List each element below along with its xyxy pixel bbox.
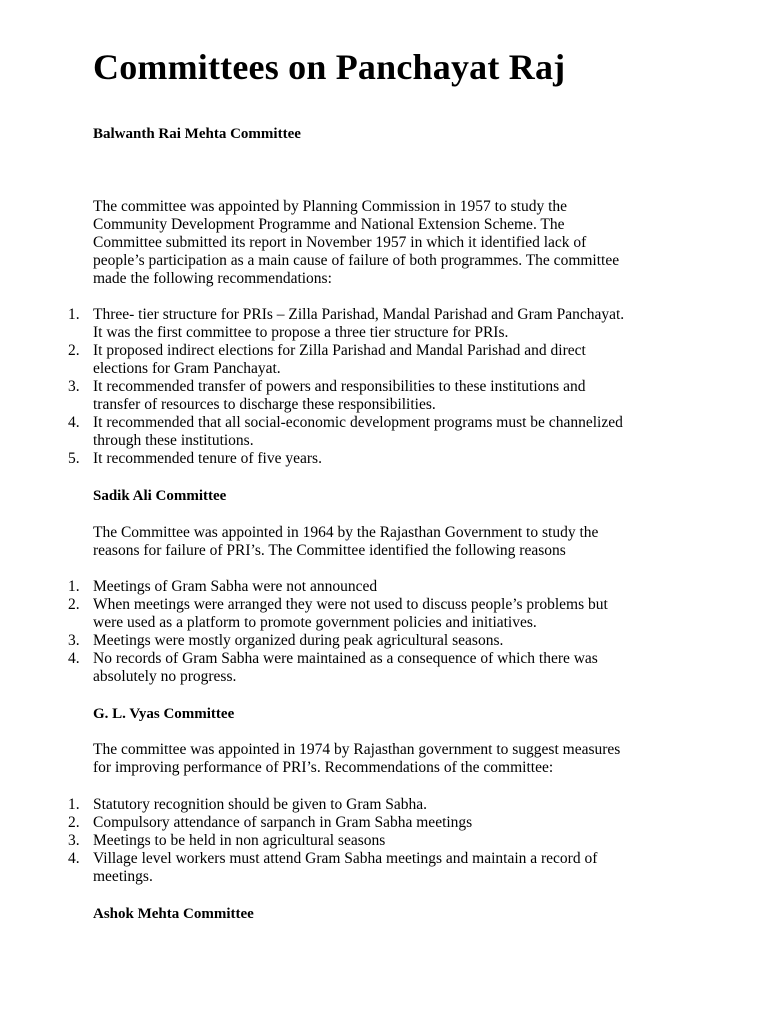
intro-line: The committee was appointed in 1974 by Rajasthan government to suggest measures [93,741,621,758]
intro-line: reasons for failure of PRI’s. The Committee identified the following reasons [93,542,566,559]
list-item [0,832,597,850]
list-item-number: 1. [68,796,80,813]
section-intro-balwanth-rai-mehta [93,198,693,288]
intro-line: for improving performance of PRI’s. Recommendations of the committee: [93,759,554,776]
list-item [0,850,597,886]
list-item [0,814,597,832]
recommendations-list-gl-vyas [0,796,597,886]
list-item-text: meetings. [93,868,153,885]
list-item-text: Meetings to be held in non agricultural seasons [93,832,386,849]
page-title: Committees on Panchayat Raj [93,47,566,87]
intro-line: people’s participation as a main cause of failure of both programmes. The committee [93,252,620,269]
list-item [0,578,608,596]
list-item-text: Meetings were mostly organized during peak agricultural seasons. [93,632,504,649]
list-item-text: absolutely no progress. [93,668,237,685]
list-item-text: Compulsory attendance of sarpanch in Gram Sabha meetings [93,814,473,831]
list-item-text: were used as a platform to promote government policies and initiatives. [93,614,537,631]
section-intro-gl-vyas [93,741,693,777]
section-heading-balwanth-rai-mehta: Balwanth Rai Mehta Committee [93,126,301,142]
section-heading-sadik-ali: Sadik Ali Committee [93,488,227,504]
section-intro-sadik-ali [93,524,693,560]
list-item [0,378,624,414]
list-item-number: 3. [68,378,80,395]
list-item-number: 2. [68,342,80,359]
list-item-text: Meetings of Gram Sabha were not announced [93,578,378,595]
list-item [0,414,624,450]
list-item-text: transfer of resources to discharge these responsibilities. [93,396,436,413]
list-item-text: It recommended that all social-economic development programs must be channelized [93,414,623,431]
list-item [0,796,597,814]
list-item [0,632,608,650]
list-item-text: Statutory recognition should be given to Gram Sabha. [93,796,428,813]
intro-line: The Committee was appointed in 1964 by the Rajasthan Government to study the [93,524,599,541]
list-item [0,342,624,378]
list-item-text: When meetings were arranged they were not used to discuss people’s problems but [93,596,608,613]
intro-line: made the following recommendations: [93,270,332,287]
list-item-number: 2. [68,596,80,613]
list-item [0,306,624,342]
list-item [0,596,608,632]
list-item-number: 5. [68,450,80,467]
list-item-number: 1. [68,306,80,323]
list-item-text: Three- tier structure for PRIs – Zilla Parishad, Mandal Parishad and Gram Panchayat. [93,306,625,323]
list-item [0,650,608,686]
list-item-number: 3. [68,632,80,649]
intro-line: The committee was appointed by Planning Commission in 1957 to study the [93,198,567,215]
list-item-number: 4. [68,650,80,667]
reasons-list-sadik-ali [0,578,608,686]
section-heading-gl-vyas: G. L. Vyas Committee [93,706,235,722]
list-item-text: It recommended transfer of powers and responsibilities to these institutions and [93,378,586,395]
list-item-text: No records of Gram Sabha were maintained as a consequence of which there was [93,650,598,667]
list-item [0,450,624,468]
list-item-text: It proposed indirect elections for Zilla Parishad and Mandal Parishad and direct [93,342,586,359]
section-heading-ashok-mehta: Ashok Mehta Committee [93,906,254,922]
list-item-text: through these institutions. [93,432,254,449]
list-item-text: Village level workers must attend Gram Sabha meetings and maintain a record of [93,850,598,867]
list-item-number: 2. [68,814,80,831]
list-item-text: elections for Gram Panchayat. [93,360,281,377]
intro-line: Community Development Programme and National Extension Scheme. The [93,216,565,233]
recommendations-list-balwanth-rai-mehta [0,306,624,468]
list-item-number: 1. [68,578,80,595]
list-item-number: 3. [68,832,80,849]
list-item-text: It was the first committee to propose a three tier structure for PRIs. [93,324,509,341]
list-item-number: 4. [68,414,80,431]
list-item-text: It recommended tenure of five years. [93,450,322,467]
list-item-number: 4. [68,850,80,867]
intro-line: Committee submitted its report in November 1957 in which it identified lack of [93,234,587,251]
